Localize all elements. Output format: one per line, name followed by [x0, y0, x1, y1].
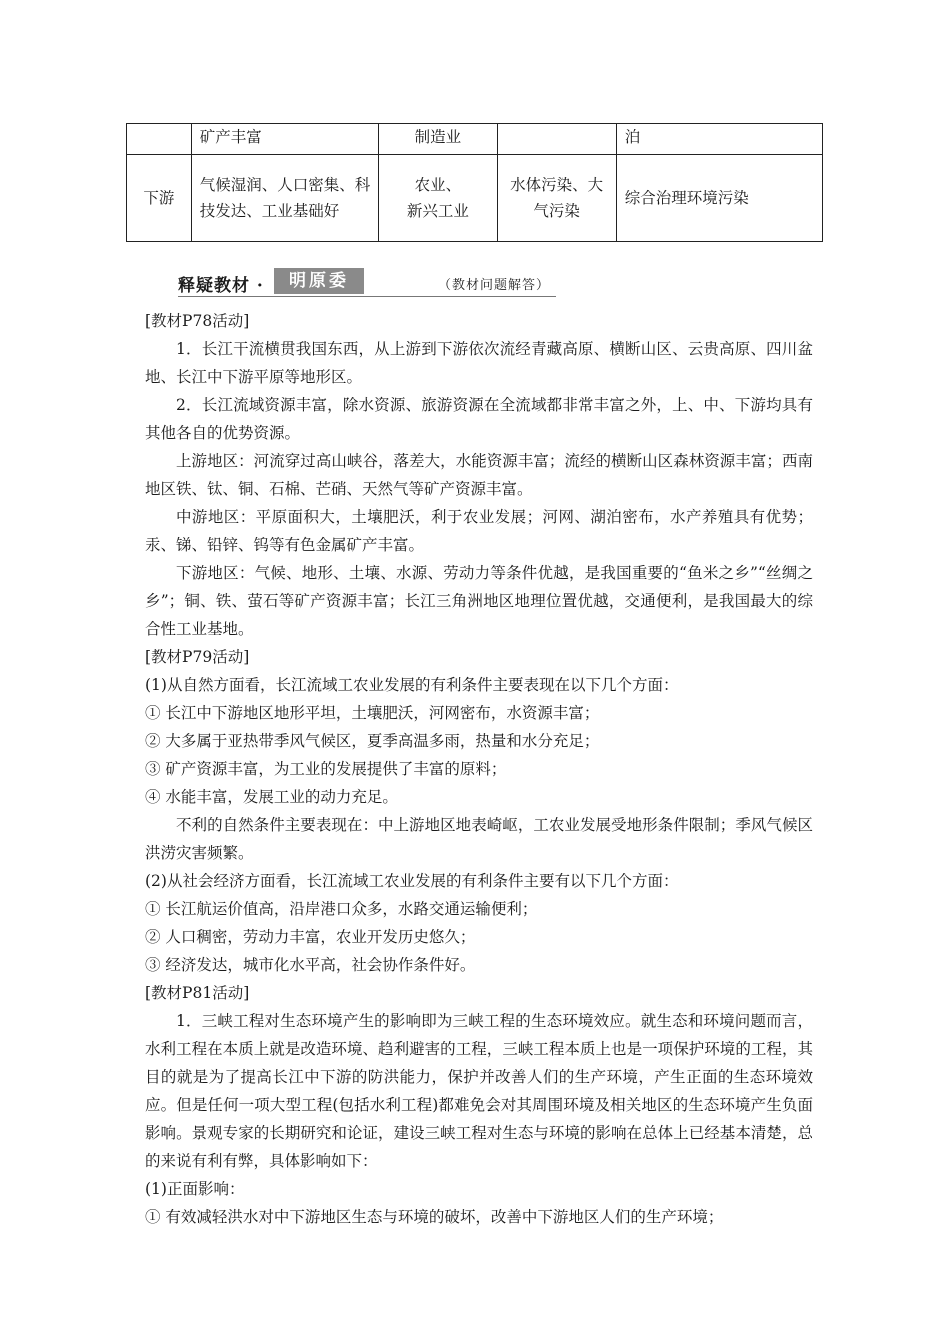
- table-cell: 下游: [127, 155, 192, 242]
- list-item: ① 有效减轻洪水对中下游地区生态与环境的破坏，改善中下游地区人们的生产环境；: [145, 1208, 724, 1226]
- table-row: [127, 124, 823, 155]
- body-text: [145, 307, 813, 1231]
- list-item: ① 长江航运价值高，沿岸港口众多，水路交通运输便利；: [145, 900, 538, 918]
- banner-highlight: 明原委: [274, 268, 364, 294]
- paragraph: 上游地区：河流穿过高山峡谷，落差大，水能资源丰富；流经的横断山区森林资源丰富；西南地区铁、钛、铜、石棉、芒硝、天然气等矿产资源丰富。: [145, 452, 813, 498]
- list-item: ③ 矿产资源丰富，为工业的发展提供了丰富的原料；: [145, 760, 507, 778]
- table-cell: 制造业: [379, 124, 497, 155]
- banner-subtitle: （教材问题解答）: [438, 278, 551, 293]
- table-cell: [127, 124, 192, 155]
- table-cell: 水体污染、大气污染: [497, 155, 616, 242]
- paragraph: (1)从自然方面看，长江流域工农业发展的有利条件主要表现在以下几个方面：: [145, 676, 679, 694]
- banner-title: 释疑教材 ·: [178, 276, 264, 296]
- comparison-table: [126, 123, 823, 242]
- cell-line: 农业、: [414, 176, 462, 194]
- paragraph: (1)正面影响：: [145, 1180, 245, 1198]
- table-cell: 气候湿润、人口密集、科技发达、工业基础好: [191, 155, 379, 242]
- table-cell: 泊: [616, 124, 822, 155]
- banner-rule: [178, 296, 556, 297]
- section-label: [教材P81活动]: [145, 984, 250, 1002]
- table-cell: 矿产丰富: [191, 124, 379, 155]
- list-item: ① 长江中下游地区地形平坦，土壤肥沃，河网密布，水资源丰富；: [145, 704, 600, 722]
- paragraph: 中游地区：平原面积大，土壤肥沃，利于农业发展；河网、湖泊密布，水产养殖具有优势；汞、锑、铅锌、钨等有色金属矿产丰富。: [145, 508, 813, 554]
- paragraph: 1．长江干流横贯我国东西，从上游到下游依次流经青藏高原、横断山区、云贵高原、四川盆地、长江中下游平原等地形区。: [145, 340, 813, 386]
- table-cell: [379, 155, 497, 242]
- list-item: ④ 水能丰富，发展工业的动力充足。: [145, 788, 398, 806]
- paragraph: (2)从社会经济方面看，长江流域工农业发展的有利条件主要有以下几个方面：: [145, 872, 679, 890]
- paragraph: 不利的自然条件主要表现在：中上游地区地表崎岖，工农业发展受地形条件限制；季风气候区洪涝灾害频繁。: [145, 816, 813, 862]
- table-row: [127, 155, 823, 242]
- paragraph: 1．三峡工程对生态环境产生的影响即为三峡工程的生态环境效应。就生态和环境问题而言，水利工程在本质上就是改造环境、趋利避害的工程，三峡工程本质上也是一项保护环境的工程，其目的就是为了提高长江中下游的防洪能力，保护并改善人们的生产环境，产生正面的生态环境效应。但是任何一项大型工程(包括水利工程)都难免会对其周围环境及相关地区的生态环境产生负面影响。景观专家的长期研究和论证，建设三峡工程对生态与环境的影响在总体上已经基本清楚，总的来说有利有弊，具体影响如下：: [145, 1012, 813, 1170]
- paragraph: 下游地区：气候、地形、土壤、水源、劳动力等条件优越，是我国重要的“鱼米之乡”“丝绸之乡”；铜、铁、萤石等矿产资源丰富；长江三角洲地区地理位置优越，交通便利，是我国最大的综合性工业基地。: [145, 564, 813, 638]
- section-banner: [178, 268, 556, 298]
- list-item: ② 人口稠密，劳动力丰富，农业开发历史悠久；: [145, 928, 476, 946]
- cell-line: 新兴工业: [406, 202, 469, 220]
- list-item: ③ 经济发达，城市化水平高，社会协作条件好。: [145, 956, 476, 974]
- table-cell: 综合治理环境污染: [616, 155, 822, 242]
- section-label: [教材P79活动]: [145, 648, 250, 666]
- paragraph: 2．长江流域资源丰富，除水资源、旅游资源在全流域都非常丰富之外，上、中、下游均具有其他各自的优势资源。: [145, 396, 813, 442]
- table-cell: [497, 124, 616, 155]
- section-label: [教材P78活动]: [145, 312, 250, 330]
- list-item: ② 大多属于亚热带季风气候区，夏季高温多雨，热量和水分充足；: [145, 732, 600, 750]
